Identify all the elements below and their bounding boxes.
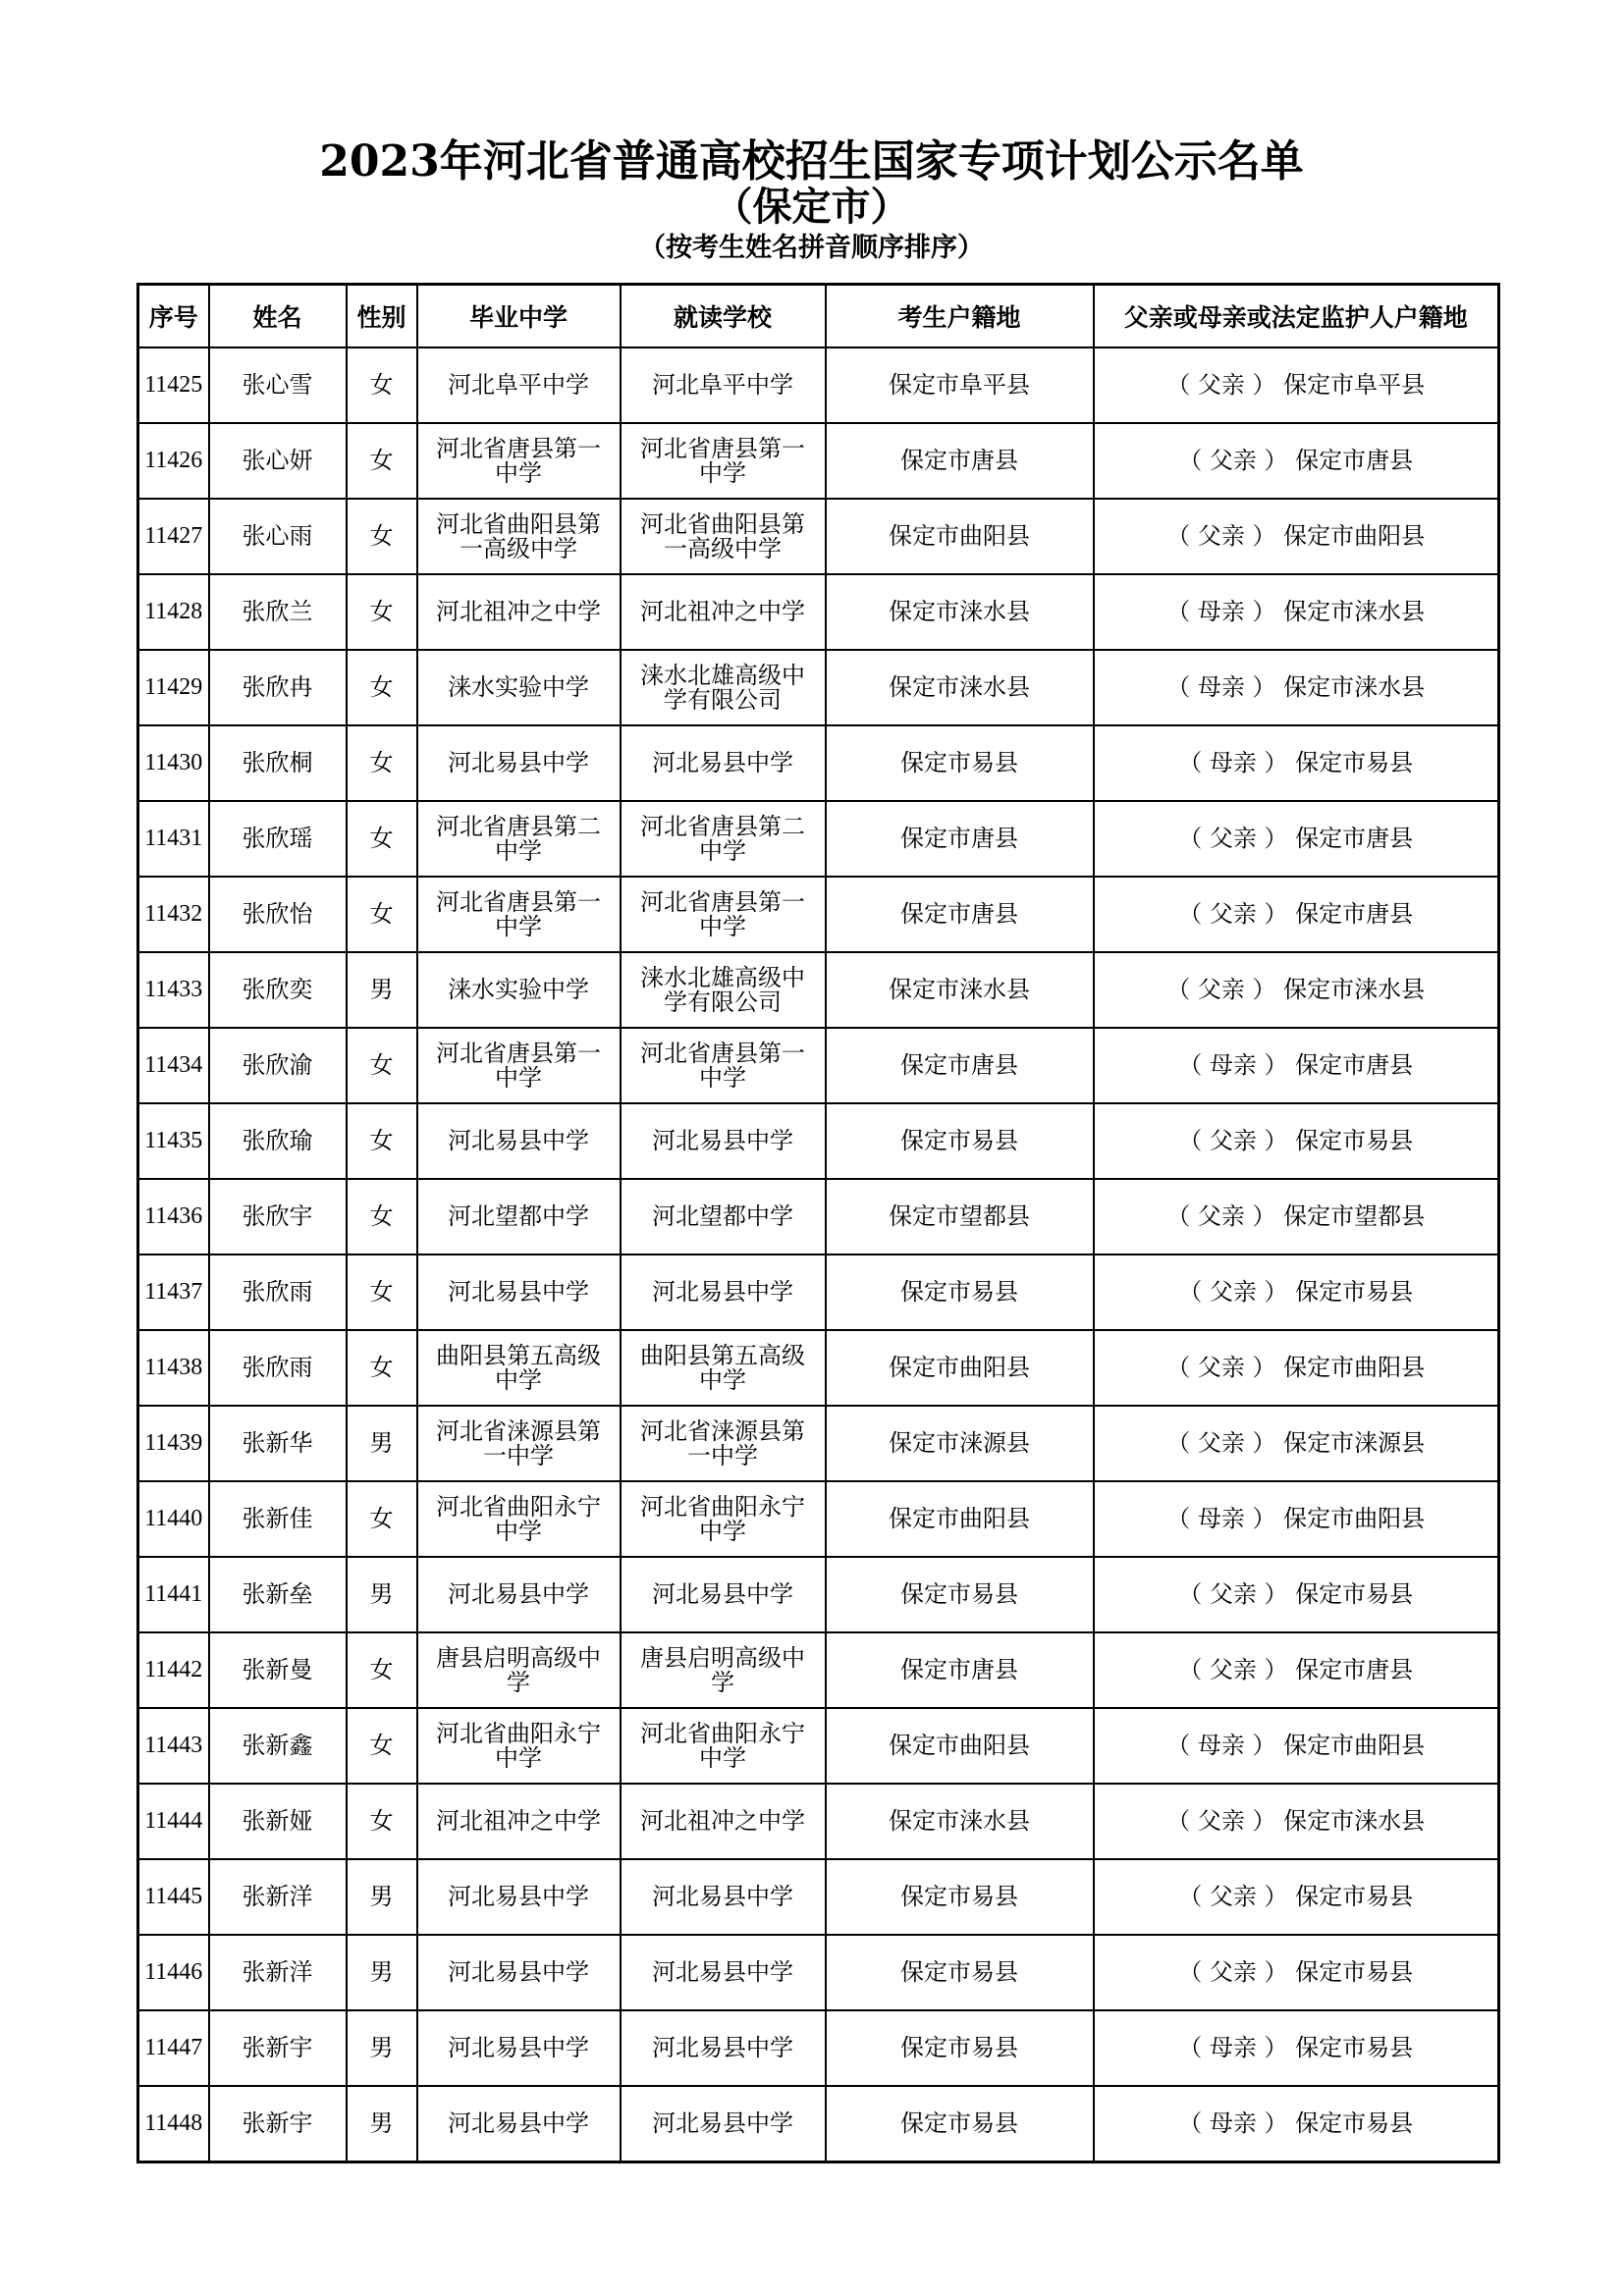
table-row [138, 2086, 1499, 2163]
table-row [138, 650, 1499, 725]
cell-gender: 女 [347, 877, 417, 952]
cell-guardian-hukou: （ 母亲 ） 保定市易县 [1094, 2010, 1499, 2086]
page-title: 2023年河北省普通高校招生国家专项计划公示名单 [319, 136, 1304, 187]
cell-grad-school: 河北易县中学 [417, 1859, 621, 1935]
table-row [138, 1557, 1499, 1632]
cell-name: 张欣渝 [209, 1028, 347, 1103]
cell-gender: 女 [347, 1481, 417, 1557]
cell-name: 张新华 [209, 1406, 347, 1481]
table-row [138, 725, 1499, 801]
cell-seq: 11426 [138, 423, 209, 499]
cell-seq: 11433 [138, 952, 209, 1028]
cell-guardian-hukou: （ 父亲 ） 保定市涞水县 [1094, 952, 1499, 1028]
table-row [138, 1330, 1499, 1406]
cell-name: 张新宇 [209, 2010, 347, 2086]
cell-gender: 女 [347, 1330, 417, 1406]
cell-hukou: 保定市涞水县 [826, 574, 1094, 650]
cell-name: 张欣宇 [209, 1179, 347, 1255]
cell-seq: 11434 [138, 1028, 209, 1103]
admission-list-table [136, 283, 1500, 2163]
cell-gender: 男 [347, 1859, 417, 1935]
table-row [138, 1632, 1499, 1708]
cell-attend-school: 河北省曲阳永宁中学 [621, 1708, 826, 1784]
cell-name: 张新佳 [209, 1481, 347, 1557]
cell-attend-school: 涞水北雄高级中学有限公司 [621, 952, 826, 1028]
cell-grad-school: 涞水实验中学 [417, 650, 621, 725]
cell-grad-school: 河北省唐县第一中学 [417, 1028, 621, 1103]
cell-attend-school: 河北易县中学 [621, 1255, 826, 1330]
cell-name: 张欣奕 [209, 952, 347, 1028]
cell-guardian-hukou: （ 父亲 ） 保定市曲阳县 [1094, 1330, 1499, 1406]
cell-attend-school: 河北易县中学 [621, 1103, 826, 1179]
cell-attend-school: 河北祖冲之中学 [621, 1784, 826, 1859]
cell-seq: 11443 [138, 1708, 209, 1784]
cell-gender: 女 [347, 801, 417, 877]
cell-grad-school: 河北省唐县第一中学 [417, 877, 621, 952]
cell-guardian-hukou: （ 母亲 ） 保定市易县 [1094, 725, 1499, 801]
cell-guardian-hukou: （ 父亲 ） 保定市易县 [1094, 1103, 1499, 1179]
cell-seq: 11436 [138, 1179, 209, 1255]
cell-gender: 男 [347, 952, 417, 1028]
cell-attend-school: 曲阳县第五高级中学 [621, 1330, 826, 1406]
cell-grad-school: 河北易县中学 [417, 1935, 621, 2010]
cell-guardian-hukou: （ 父亲 ） 保定市唐县 [1094, 801, 1499, 877]
cell-seq: 11444 [138, 1784, 209, 1859]
cell-hukou: 保定市曲阳县 [826, 1708, 1094, 1784]
cell-grad-school: 河北省涞源县第一中学 [417, 1406, 621, 1481]
cell-seq: 11427 [138, 499, 209, 574]
cell-gender: 女 [347, 725, 417, 801]
cell-seq: 11445 [138, 1859, 209, 1935]
cell-attend-school: 河北省唐县第一中学 [621, 1028, 826, 1103]
header-name: 姓名 [209, 285, 347, 348]
cell-guardian-hukou: （ 父亲 ） 保定市涞水县 [1094, 1784, 1499, 1859]
cell-name: 张欣冉 [209, 650, 347, 725]
cell-hukou: 保定市曲阳县 [826, 499, 1094, 574]
cell-guardian-hukou: （ 母亲 ） 保定市涞水县 [1094, 574, 1499, 650]
cell-guardian-hukou: （ 父亲 ） 保定市涞源县 [1094, 1406, 1499, 1481]
table-row [138, 347, 1499, 423]
cell-hukou: 保定市唐县 [826, 1632, 1094, 1708]
cell-hukou: 保定市涞水县 [826, 650, 1094, 725]
cell-seq: 11435 [138, 1103, 209, 1179]
cell-hukou: 保定市易县 [826, 1103, 1094, 1179]
cell-grad-school: 河北省曲阳县第一高级中学 [417, 499, 621, 574]
cell-attend-school: 河北易县中学 [621, 2010, 826, 2086]
cell-attend-school: 河北易县中学 [621, 1557, 826, 1632]
cell-attend-school: 河北省曲阳永宁中学 [621, 1481, 826, 1557]
cell-name: 张新曼 [209, 1632, 347, 1708]
cell-name: 张欣兰 [209, 574, 347, 650]
cell-hukou: 保定市易县 [826, 2010, 1094, 2086]
cell-grad-school: 河北易县中学 [417, 2010, 621, 2086]
cell-name: 张心雪 [209, 347, 347, 423]
table-row [138, 1179, 1499, 1255]
header-seq: 序号 [138, 285, 209, 348]
cell-name: 张心雨 [209, 499, 347, 574]
cell-attend-school: 河北易县中学 [621, 2086, 826, 2163]
cell-grad-school: 唐县启明高级中学 [417, 1632, 621, 1708]
cell-guardian-hukou: （ 父亲 ） 保定市唐县 [1094, 423, 1499, 499]
cell-guardian-hukou: （ 父亲 ） 保定市唐县 [1094, 1632, 1499, 1708]
cell-hukou: 保定市易县 [826, 1255, 1094, 1330]
cell-name: 张欣怡 [209, 877, 347, 952]
cell-hukou: 保定市曲阳县 [826, 1330, 1094, 1406]
cell-attend-school: 河北省唐县第一中学 [621, 877, 826, 952]
cell-gender: 女 [347, 1179, 417, 1255]
cell-gender: 女 [347, 1708, 417, 1784]
cell-guardian-hukou: （ 母亲 ） 保定市曲阳县 [1094, 1708, 1499, 1784]
cell-hukou: 保定市望都县 [826, 1179, 1094, 1255]
cell-seq: 11437 [138, 1255, 209, 1330]
cell-seq: 11447 [138, 2010, 209, 2086]
cell-guardian-hukou: （ 母亲 ） 保定市涞水县 [1094, 650, 1499, 725]
cell-grad-school: 河北易县中学 [417, 1103, 621, 1179]
cell-grad-school: 河北省唐县第二中学 [417, 801, 621, 877]
cell-hukou: 保定市唐县 [826, 1028, 1094, 1103]
cell-name: 张欣瑶 [209, 801, 347, 877]
cell-guardian-hukou: （ 母亲 ） 保定市曲阳县 [1094, 1481, 1499, 1557]
cell-guardian-hukou: （ 父亲 ） 保定市望都县 [1094, 1179, 1499, 1255]
header-gender: 性别 [347, 285, 417, 348]
cell-grad-school: 涞水实验中学 [417, 952, 621, 1028]
cell-hukou: 保定市易县 [826, 725, 1094, 801]
cell-grad-school: 河北易县中学 [417, 1255, 621, 1330]
cell-name: 张欣桐 [209, 725, 347, 801]
cell-guardian-hukou: （ 父亲 ） 保定市易县 [1094, 1935, 1499, 2010]
cell-gender: 男 [347, 1935, 417, 2010]
cell-seq: 11429 [138, 650, 209, 725]
cell-hukou: 保定市涞源县 [826, 1406, 1094, 1481]
table-row [138, 801, 1499, 877]
cell-grad-school: 河北望都中学 [417, 1179, 621, 1255]
cell-hukou: 保定市涞水县 [826, 952, 1094, 1028]
cell-attend-school: 河北省唐县第二中学 [621, 801, 826, 877]
table-header-row [138, 285, 1499, 348]
header-grad-school: 毕业中学 [417, 285, 621, 348]
cell-seq: 11438 [138, 1330, 209, 1406]
cell-grad-school: 河北祖冲之中学 [417, 574, 621, 650]
cell-name: 张新洋 [209, 1859, 347, 1935]
header-guardian-hukou: 父亲或母亲或法定监护人户籍地 [1094, 285, 1499, 348]
cell-gender: 男 [347, 1557, 417, 1632]
cell-hukou: 保定市阜平县 [826, 347, 1094, 423]
cell-seq: 11440 [138, 1481, 209, 1557]
cell-name: 张欣瑜 [209, 1103, 347, 1179]
cell-gender: 女 [347, 574, 417, 650]
cell-grad-school: 河北易县中学 [417, 725, 621, 801]
cell-seq: 11442 [138, 1632, 209, 1708]
cell-guardian-hukou: （ 父亲 ） 保定市曲阳县 [1094, 499, 1499, 574]
cell-attend-school: 河北易县中学 [621, 1859, 826, 1935]
table-row [138, 1708, 1499, 1784]
table-row [138, 1103, 1499, 1179]
cell-gender: 女 [347, 347, 417, 423]
cell-guardian-hukou: （ 母亲 ） 保定市唐县 [1094, 1028, 1499, 1103]
cell-gender: 女 [347, 1255, 417, 1330]
sort-note: （按考生姓名拼音顺序排序） [639, 233, 984, 263]
cell-hukou: 保定市涞水县 [826, 1784, 1094, 1859]
table-row [138, 1255, 1499, 1330]
cell-guardian-hukou: （ 母亲 ） 保定市易县 [1094, 2086, 1499, 2163]
cell-gender: 女 [347, 1103, 417, 1179]
table-row [138, 423, 1499, 499]
cell-grad-school: 河北阜平中学 [417, 347, 621, 423]
table-row [138, 1935, 1499, 2010]
cell-seq: 11446 [138, 1935, 209, 2010]
cell-attend-school: 涞水北雄高级中学有限公司 [621, 650, 826, 725]
header-hukou: 考生户籍地 [826, 285, 1094, 348]
cell-seq: 11431 [138, 801, 209, 877]
cell-guardian-hukou: （ 父亲 ） 保定市易县 [1094, 1557, 1499, 1632]
table-row [138, 1028, 1499, 1103]
cell-hukou: 保定市易县 [826, 1859, 1094, 1935]
cell-gender: 女 [347, 1784, 417, 1859]
cell-gender: 女 [347, 1028, 417, 1103]
cell-grad-school: 河北省唐县第一中学 [417, 423, 621, 499]
cell-seq: 11432 [138, 877, 209, 952]
table-row [138, 1859, 1499, 1935]
cell-gender: 男 [347, 2086, 417, 2163]
table-row [138, 952, 1499, 1028]
cell-name: 张心妍 [209, 423, 347, 499]
cell-grad-school: 河北省曲阳永宁中学 [417, 1481, 621, 1557]
cell-gender: 女 [347, 1632, 417, 1708]
cell-attend-school: 唐县启明高级中学 [621, 1632, 826, 1708]
cell-gender: 女 [347, 650, 417, 725]
cell-name: 张新垒 [209, 1557, 347, 1632]
cell-attend-school: 河北阜平中学 [621, 347, 826, 423]
cell-gender: 男 [347, 1406, 417, 1481]
cell-guardian-hukou: （ 父亲 ） 保定市易县 [1094, 1255, 1499, 1330]
cell-seq: 11448 [138, 2086, 209, 2163]
cell-gender: 女 [347, 499, 417, 574]
cell-grad-school: 河北省曲阳永宁中学 [417, 1708, 621, 1784]
cell-attend-school: 河北省唐县第一中学 [621, 423, 826, 499]
cell-name: 张欣雨 [209, 1330, 347, 1406]
cell-guardian-hukou: （ 父亲 ） 保定市唐县 [1094, 877, 1499, 952]
cell-grad-school: 曲阳县第五高级中学 [417, 1330, 621, 1406]
cell-name: 张新洋 [209, 1935, 347, 2010]
cell-gender: 女 [347, 423, 417, 499]
cell-attend-school: 河北省曲阳县第一高级中学 [621, 499, 826, 574]
cell-hukou: 保定市易县 [826, 1935, 1094, 2010]
page-subtitle: （保定市） [713, 184, 910, 230]
cell-grad-school: 河北易县中学 [417, 1557, 621, 1632]
cell-guardian-hukou: （ 父亲 ） 保定市易县 [1094, 1859, 1499, 1935]
cell-gender: 男 [347, 2010, 417, 2086]
table-row [138, 2010, 1499, 2086]
cell-attend-school: 河北易县中学 [621, 1935, 826, 2010]
cell-seq: 11439 [138, 1406, 209, 1481]
cell-attend-school: 河北祖冲之中学 [621, 574, 826, 650]
cell-hukou: 保定市唐县 [826, 423, 1094, 499]
cell-hukou: 保定市曲阳县 [826, 1481, 1094, 1557]
cell-hukou: 保定市唐县 [826, 801, 1094, 877]
cell-grad-school: 河北祖冲之中学 [417, 1784, 621, 1859]
cell-attend-school: 河北省涞源县第一中学 [621, 1406, 826, 1481]
cell-name: 张新鑫 [209, 1708, 347, 1784]
table-row [138, 499, 1499, 574]
cell-attend-school: 河北望都中学 [621, 1179, 826, 1255]
cell-seq: 11428 [138, 574, 209, 650]
cell-attend-school: 河北易县中学 [621, 725, 826, 801]
cell-name: 张新宇 [209, 2086, 347, 2163]
cell-seq: 11430 [138, 725, 209, 801]
header-attend-school: 就读学校 [621, 285, 826, 348]
table-row [138, 877, 1499, 952]
cell-guardian-hukou: （ 父亲 ） 保定市阜平县 [1094, 347, 1499, 423]
cell-seq: 11441 [138, 1557, 209, 1632]
cell-hukou: 保定市易县 [826, 1557, 1094, 1632]
table-row [138, 1481, 1499, 1557]
cell-hukou: 保定市易县 [826, 2086, 1094, 2163]
cell-seq: 11425 [138, 347, 209, 423]
table-row [138, 574, 1499, 650]
cell-grad-school: 河北易县中学 [417, 2086, 621, 2163]
table-row [138, 1784, 1499, 1859]
cell-hukou: 保定市唐县 [826, 877, 1094, 952]
cell-name: 张欣雨 [209, 1255, 347, 1330]
cell-name: 张新娅 [209, 1784, 347, 1859]
table-row [138, 1406, 1499, 1481]
